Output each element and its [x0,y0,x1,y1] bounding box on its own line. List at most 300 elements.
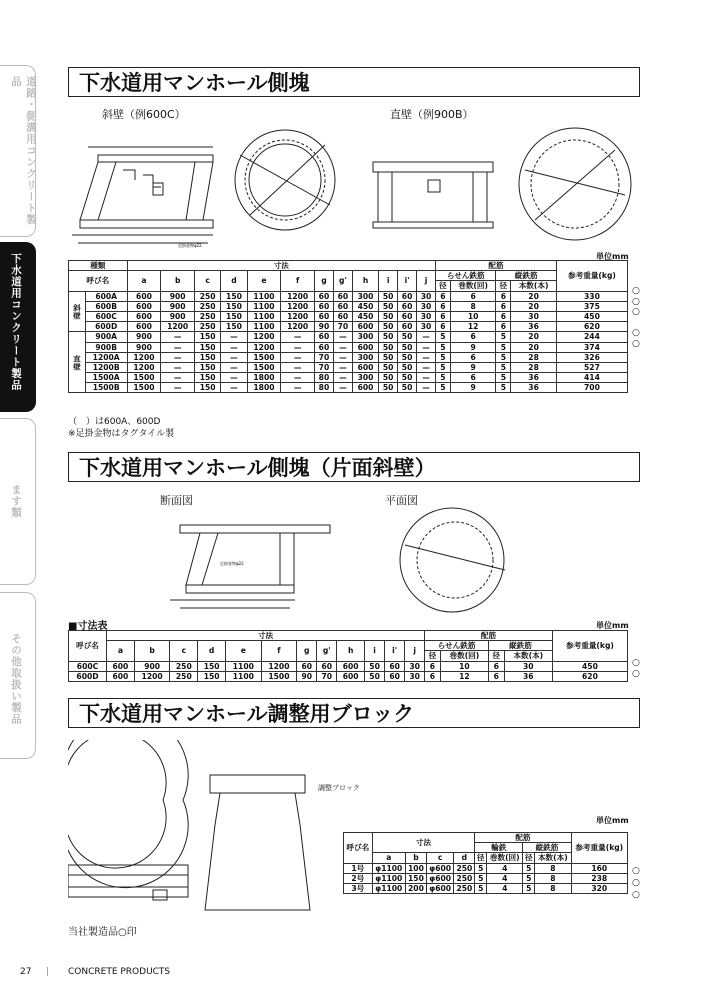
table-cell: 1200 [281,301,315,311]
table-cell: 5 [523,873,535,883]
table-cell: — [417,383,436,393]
own-product-mark: ○ [632,866,640,876]
table-cell: 5 [523,863,535,873]
th2-d: d [198,641,226,661]
table-row [69,332,628,342]
th3-ring: 輪鉄 [475,843,523,853]
table-row [69,383,628,393]
table-cell: 60 [398,311,417,321]
table-cell: 450 [552,661,627,671]
th3-rebar: 配筋 [475,833,571,843]
own-product-mark: ○ [632,286,640,296]
section1-sub-right: 直壁（例900B） [390,108,474,121]
table-cell: 10 [440,661,488,671]
table-cell: 600A [85,291,127,301]
table-row [69,291,628,301]
table-cell: 250 [170,671,198,681]
table-cell: 28 [511,362,557,372]
section1-sub-left: 斜壁（例600C） [102,108,186,121]
table-cell: 250 [454,883,475,893]
table-cell: 600D [85,322,127,332]
table-cell: 1200 [261,661,297,671]
th3-c: c [426,853,454,863]
table-cell: 60 [297,661,317,671]
table-cell: — [333,373,352,383]
table-cell: 28 [511,352,557,362]
table-cell: 6 [496,311,511,321]
table-cell: 600C [85,311,127,321]
table-cell: 600 [352,322,378,332]
table-cell: 60 [398,291,417,301]
sidebar-tab-road[interactable]: 道路・側溝用コンクリート製品 [0,65,36,237]
th3-name: 呼び名 [344,833,373,864]
table-cell: 900A [85,332,127,342]
table-cell: — [281,332,315,342]
table-cell: 50 [379,301,398,311]
table-cell: — [161,332,195,342]
th2-a: a [107,641,135,661]
table-cell: 5 [496,352,511,362]
sidebar-tab-other[interactable]: その他取扱い製品 [0,592,36,759]
table-cell: 5 [496,362,511,372]
table-cell: — [281,373,315,383]
th2-name: 呼び名 [69,631,107,662]
table-cell: 9 [450,342,496,352]
table-cell: 50 [398,373,417,383]
th-i: i [379,271,398,291]
table-row [69,373,628,383]
table-cell: 1500 [127,383,161,393]
table-cell: 600 [352,342,378,352]
th2-h: h [337,641,365,661]
th-weight: 参考重量(kg) [556,261,627,292]
table-cell: 900 [127,332,161,342]
table-cell: 600 [107,661,135,671]
group-label: 斜壁 [69,291,86,332]
table-cell: 1200 [127,352,161,362]
table-cell: 250 [170,661,198,671]
th-d: d [221,271,247,291]
table-cell: 600C [69,661,107,671]
table-cell: 9 [450,383,496,393]
table-cell: 330 [556,291,627,301]
table-cell: 50 [398,342,417,352]
th2-dia: 径 [425,651,441,661]
table-cell: 150 [221,291,247,301]
table-cell: 12 [450,322,496,332]
table-cell: 1200B [85,362,127,372]
table-cell: 6 [436,322,451,332]
th2-f: f [261,641,297,661]
th3-d: d [454,853,475,863]
th2-e: e [226,641,262,661]
th2-c: c [170,641,198,661]
table-cell: 2号 [344,873,373,883]
table-cell: 60 [385,671,405,681]
footer-label: CONCRETE PRODUCTS [68,967,171,977]
th2-i: i [365,641,385,661]
th-spiral: らせん鉄筋 [436,271,496,281]
th2-count: 本数(本) [504,651,552,661]
table-cell: 70 [317,671,337,681]
section2-sub-left: 断面図 [160,494,193,507]
table-cell: 900 [161,301,195,311]
table-cell: 414 [556,373,627,383]
table-cell: 20 [511,301,557,311]
th-h: h [352,271,378,291]
th3-dims: 寸法 [372,833,475,853]
table-cell: 620 [556,322,627,332]
table-cell: 300 [352,291,378,301]
table-cell: — [417,373,436,383]
table-cell: φ1100 [372,883,405,893]
table-cell: 60 [333,291,352,301]
th-g2: g' [333,271,352,291]
table-cell: 5 [436,373,451,383]
table-cell: 300 [352,373,378,383]
table-cell: φ600 [426,863,454,873]
table-cell: 1200 [247,342,281,352]
slant-wall-section-drawing [68,125,223,250]
table-cell: 60 [315,291,334,301]
table-cell: 30 [405,671,425,681]
table-cell: 150 [221,311,247,321]
one-side-slant-plan-drawing [395,505,510,615]
table-cell: — [417,332,436,342]
table-cell: 80 [315,383,334,393]
table-cell: 900 [161,311,195,321]
mark-note: 当社製造品○印 [68,927,137,938]
sidebar-tab-sewer[interactable]: 下水道用コンクリート製品 [0,242,36,412]
table-cell: 70 [315,352,334,362]
table-row [69,342,628,352]
table-cell: 150 [195,373,221,383]
th-count: 本数(本) [511,281,557,291]
table-cell: 30 [417,311,436,321]
table-cell: — [221,332,247,342]
table-cell: 36 [511,322,557,332]
table-cell: 250 [454,863,475,873]
table-cell: 238 [571,873,628,883]
table-cell: 4 [487,883,523,893]
table-cell: — [333,342,352,352]
section2-sub-right: 平面図 [385,494,418,507]
table-cell: 6 [450,352,496,362]
table-cell: 1200 [127,362,161,372]
table-cell: 60 [317,661,337,671]
table-cell: 6 [436,301,451,311]
one-side-slant-section-drawing [150,505,335,615]
th-turns: 巻数(回) [450,281,496,291]
table-cell: 50 [365,671,385,681]
table-cell: 1200 [281,291,315,301]
table-cell: 1200 [161,322,195,332]
table-cell: 250 [454,873,475,883]
table-cell: 50 [398,352,417,362]
table-row [69,362,628,372]
table-cell: 60 [398,301,417,311]
th-dims: 寸法 [127,261,435,271]
table-cell: 5 [496,342,511,352]
th3-dia: 径 [475,853,487,863]
table-cell: — [161,383,195,393]
th2-weight: 参考重量(kg) [552,631,627,662]
table-cell: 60 [315,342,334,352]
table-cell: — [221,362,247,372]
table-cell: 60 [315,311,334,321]
table-cell: 50 [398,362,417,372]
table-cell: 8 [535,873,571,883]
table-cell: 5 [475,863,487,873]
th3-count: 本数(本) [535,853,571,863]
table-cell: — [281,352,315,362]
table-cell: 5 [436,332,451,342]
table-cell: 20 [511,291,557,301]
table-cell: 9 [450,362,496,372]
th3-b: b [405,853,426,863]
table-cell: 50 [379,322,398,332]
table-cell: — [417,362,436,372]
table-cell: 30 [405,661,425,671]
table-cell: 150 [198,671,226,681]
table-cell: 5 [496,383,511,393]
table-cell: 3号 [344,883,373,893]
table-cell: 150 [221,322,247,332]
table-cell: 1800 [247,373,281,383]
th-dia2: 径 [496,281,511,291]
step-label: 足掛金物φ22 [178,243,202,248]
table-cell: 50 [379,311,398,321]
table-cell: 5 [436,352,451,362]
table-cell: 5 [475,873,487,883]
table-cell: 5 [436,342,451,352]
table-cell: 1100 [247,322,281,332]
table-cell: 50 [398,383,417,393]
th3-a: a [372,853,405,863]
th2-dims: 寸法 [107,631,425,641]
table-cell: 100 [405,863,426,873]
table-cell: 6 [496,301,511,311]
table-row [344,873,628,883]
table-cell: — [161,342,195,352]
table-cell: 150 [221,301,247,311]
table-cell: 90 [297,671,317,681]
table-cell: 20 [511,342,557,352]
th2-turns: 巻数(回) [440,651,488,661]
section2-table-label: ■寸法表 [68,621,108,632]
table-cell: 1100 [226,671,262,681]
table-cell: 6 [436,291,451,301]
table-cell: 5 [436,383,451,393]
table-row [344,883,628,893]
table-cell: 900B [85,342,127,352]
table-cell: 150 [195,362,221,372]
table-cell: 244 [556,332,627,342]
table-cell: 6 [489,661,505,671]
table-cell: 6 [450,291,496,301]
table-cell: 60 [315,301,334,311]
table-cell: 1200 [281,311,315,321]
table-cell: 300 [352,352,378,362]
table-cell: 600 [352,383,378,393]
table-cell: 600B [85,301,127,311]
section2-title: 下水道用マンホール側塊（片面斜壁） [68,452,640,482]
own-product-mark: ○ [632,658,640,668]
slant-wall-plan-drawing [230,125,340,235]
table-row [344,863,628,873]
table-cell: 1500 [127,373,161,383]
th-i2: i' [398,271,417,291]
table-cell: 50 [398,332,417,342]
table-cell: 700 [556,383,627,393]
table-cell: 60 [333,311,352,321]
th3-dia2: 径 [523,853,535,863]
table-cell: 6 [436,311,451,321]
table-cell: — [161,373,195,383]
table-cell: — [281,383,315,393]
own-product-mark: ○ [632,328,640,339]
th-e: e [247,271,281,291]
section1-note1: （ ）は600A、600D [68,417,161,427]
table-cell: 900 [127,342,161,352]
table-cell: 5 [496,332,511,342]
table-cell: 30 [504,661,552,671]
table-cell: — [281,342,315,352]
table-cell: — [281,362,315,372]
table-cell: φ1100 [372,863,405,873]
table-cell: — [221,352,247,362]
table-cell: 1500A [85,373,127,383]
table-cell: — [221,383,247,393]
adjust-block-label: 調整ブロック [318,784,360,792]
section2-dimension-table [68,630,628,682]
table-cell: 36 [511,373,557,383]
table-cell: 90 [315,322,334,332]
table-cell: 30 [417,301,436,311]
table-row [69,671,628,681]
th-name: 呼び名 [69,271,128,291]
section1-dimension-table [68,260,628,393]
own-product-mark: ○ [632,890,640,900]
table-cell: 250 [195,301,221,311]
table-cell: 1500B [85,383,127,393]
section3-title: 下水道用マンホール調整用ブロック [68,698,640,728]
table-cell: 250 [195,311,221,321]
th2-g2: g' [317,641,337,661]
table-cell: 600 [352,362,378,372]
table-cell: 50 [379,332,398,342]
table-cell: 900 [134,661,170,671]
table-cell: 60 [398,322,417,332]
own-product-mark: ○ [632,668,640,679]
table-cell: 450 [352,301,378,311]
table-cell: 6 [489,671,505,681]
table-cell: 6 [496,322,511,332]
th-c: c [195,271,221,291]
table-cell: 5 [475,883,487,893]
table-cell: 600 [127,301,161,311]
footer-separator: | [46,967,50,977]
th2-i2: i' [385,641,405,661]
th2-g: g [297,641,317,661]
th-g: g [315,271,334,291]
own-product-mark: ○ [632,296,640,307]
straight-wall-section-drawing [368,150,498,245]
table-cell: 4 [487,873,523,883]
section1-note2: ※足掛金物はタグタイル製 [68,429,175,439]
table-cell: 8 [535,883,571,893]
table-cell: 900 [161,291,195,301]
table-cell: 300 [352,332,378,342]
th2-vertical: 縦鉄筋 [489,641,553,651]
table-cell: 150 [198,661,226,671]
th-kind: 種類 [69,261,128,271]
table-cell: 150 [405,873,426,883]
table-row [69,352,628,362]
table-cell: 1号 [344,863,373,873]
th2-b: b [134,641,170,661]
table-cell: — [161,362,195,372]
table-cell: 600 [337,661,365,671]
table-cell: 1200A [85,352,127,362]
own-product-mark: ○ [632,878,640,888]
table-cell: 60 [333,301,352,311]
own-product-mark: ○ [632,307,640,318]
table-cell: 6 [425,661,441,671]
table-cell: 450 [352,311,378,321]
table-cell: 30 [511,311,557,321]
table-cell: 6 [450,373,496,383]
table-cell: 70 [333,322,352,332]
table-cell: 600 [127,311,161,321]
table-cell: 50 [365,661,385,671]
table-row [69,301,628,311]
table-cell: 1100 [247,291,281,301]
group-label: 直壁 [69,332,86,393]
table-cell: 375 [556,301,627,311]
table-cell: — [221,342,247,352]
section3-dimension-table [343,832,628,894]
table-cell: 620 [552,671,627,681]
th2-rebar: 配筋 [425,631,553,641]
table-cell: 50 [379,352,398,362]
table-cell: 50 [379,291,398,301]
table-cell: 60 [385,661,405,671]
th2-spiral: らせん鉄筋 [425,641,489,651]
th-dia: 径 [436,281,451,291]
th3-vert: 縦鉄筋 [523,843,571,853]
table-cell: 8 [535,863,571,873]
straight-wall-plan-drawing [515,125,635,243]
table-cell: — [221,373,247,383]
page-number: 27 [20,967,32,977]
table-cell: 60 [315,332,334,342]
table-cell: 200 [405,883,426,893]
table-cell: 374 [556,342,627,352]
table-cell: 160 [571,863,628,873]
table-cell: 250 [195,291,221,301]
table-cell: 450 [556,311,627,321]
th2-dia2: 径 [489,651,505,661]
sidebar-tab-boxes[interactable]: ます類 [0,418,36,585]
th-a: a [127,271,161,291]
table-cell: 150 [195,352,221,362]
table-cell: — [333,352,352,362]
table-cell: 600D [69,671,107,681]
adjust-block-section-drawing [200,770,315,920]
table-cell: 5 [496,373,511,383]
th2-j: j [405,641,425,661]
